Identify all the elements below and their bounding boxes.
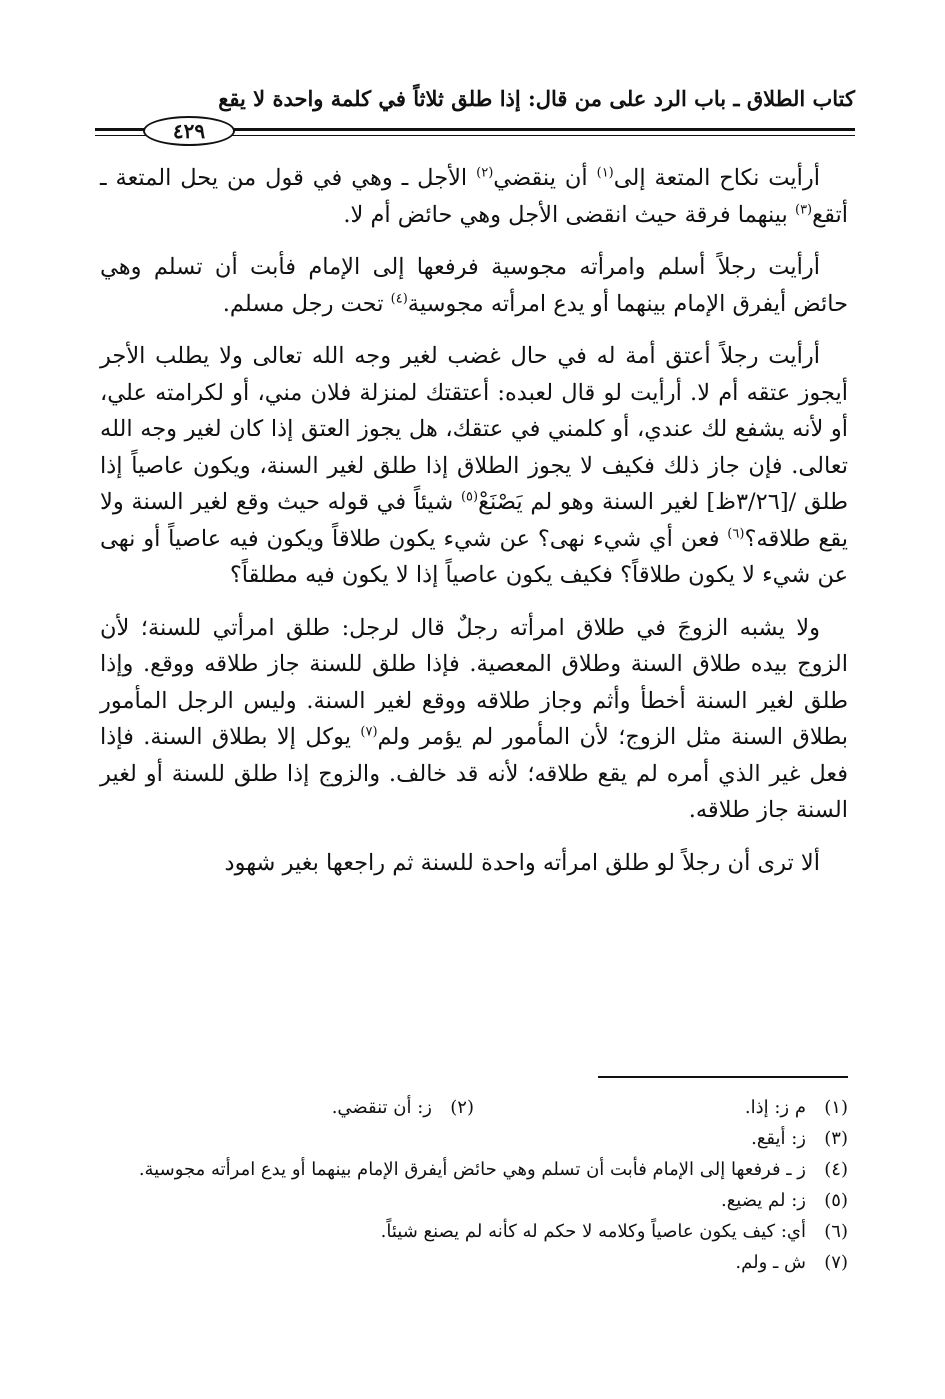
footnote-text: م ز: إذا. [744, 1097, 806, 1118]
footnote-marker: (٤) [390, 291, 408, 306]
text-run: يوكل إلا بطلاق السنة. فإذا فعل غير الذي أمره لم يقع طلاقه؛ لأنه قد خالف. والزوج إذا طلق للسنة أو لغير السنة جاز طلاقه. [100, 724, 848, 823]
footnote-number: (٧) [824, 1252, 848, 1273]
page-header [95, 80, 855, 160]
text-run: أرأيت رجلاً أعتق أمة له في حال غضب لغير وجه الله تعالى ولا يطلب الأجر أيجوز عتقه أم لا. أرأيت لو قال لعبده: أعتقتك لمنزلة فلان مني، أو لكرامته علي، أو لأنه يشفع لك عندي، أو كلمني في عتقك، هل يجوز العتق إذا كان لغير وجه الله تعالى. فإن جاز ذلك فكيف لا يجوز الطلاق إذا طلق لغير السنة، ويكون عاصياً إذا طلق /[٣/٢٦ظ] لغير السنة وهو لم يَصْنَعْ [100, 343, 849, 515]
main-text [100, 160, 848, 897]
footnote-text: أي: كيف يكون عاصياً وكلامه لا حكم له كأنه لم يصنع شيئاً. [380, 1221, 806, 1242]
text-run: الأجل ـ وهي في قول من يحل المتعة ـ أتقع [100, 165, 848, 228]
footnote-5 [100, 1185, 848, 1216]
paragraph [100, 249, 848, 322]
footnote-3 [100, 1123, 848, 1154]
footnote-4 [100, 1154, 848, 1185]
footnote-6 [100, 1216, 848, 1247]
text-run: أرأيت نكاح المتعة إلى [613, 165, 821, 191]
footnote-marker: (٧) [360, 724, 378, 740]
footnote-marker: (٢) [476, 165, 494, 181]
footnote-text: ز: أيقع. [751, 1128, 806, 1149]
text-run: تحت رجل مسلم. [222, 290, 391, 317]
text-run: ألا ترى أن رجلاً لو طلق امرأته واحدة للسنة ثم راجعها بغير شهود [224, 849, 820, 876]
text-run: ولا يشبه الزوجَ في طلاق امرأته رجلٌ قال لرجل: طلق امرأتي للسنة؛ لأن الزوج بيده طلاق السنة وطلاق المعصية. فإذا طلق للسنة جاز طلاقه ووقع. وإذا طلق لغير السنة أخطأ وأثم وجاز طلاقه ووقع لغير السنة. وليس الرجل المأمور بطلاق السنة مثل الزوج؛ لأن المأمور لم يؤمر ولم [100, 614, 848, 750]
running-title: كتاب الطلاق ـ باب الرد على من قال: إذا طلق ثلاثاً في كلمة واحدة لا يقع [218, 86, 855, 111]
footnote-row [100, 1092, 848, 1123]
footnote-number: (٦) [824, 1221, 848, 1242]
footnotes [100, 1092, 848, 1278]
text-run: أرأيت رجلاً أسلم وامرأته مجوسية فرفعها إلى الإمام فأبت أن تسلم وهي حائض أيفرق الإمام بينهما أو يدع امرأته مجوسية [100, 254, 848, 317]
text-run: بينهما فرقة حيث انقضى الأجل وهي حائض أم لا. [343, 201, 795, 228]
paragraph [100, 160, 848, 233]
footnote-2 [100, 1092, 474, 1123]
text-run: شيئاً في قوله حيث وقع لغير السنة ولا يقع طلاقه؟ [100, 489, 848, 552]
footnote-marker: (٥) [460, 489, 479, 505]
footnote-1 [474, 1092, 848, 1123]
footnote-text: ز: أن تنقضي. [331, 1097, 432, 1118]
footnote-7 [100, 1247, 848, 1278]
paragraph [100, 338, 848, 594]
footnote-number: (٣) [824, 1128, 848, 1149]
text-run: أن ينقضي [493, 165, 597, 191]
footnote-number: (١) [824, 1097, 848, 1118]
footnote-number: (٢) [450, 1097, 474, 1118]
footnote-text: ز ـ فرفعها إلى الإمام فأبت أن تسلم وهي حائض أيفرق الإمام بينهما أو يدع امرأته مجوسية. [138, 1159, 806, 1180]
footnote-marker: (٦) [727, 526, 745, 541]
footnote-text: ش ـ ولم. [735, 1252, 806, 1273]
paragraph [100, 845, 848, 882]
footnote-number: (٥) [824, 1190, 848, 1211]
text-run: فعن أي شيء نهى؟ عن شيء يكون طلاقاً ويكون فيه عاصياً أو نهى عن شيء لا يكون طلاقاً؟ فكيف يكون عاصياً إذا لا يكون فيه مطلقاً؟ [100, 525, 848, 588]
footnote-marker: (١) [596, 165, 614, 181]
footnote-number: (٤) [824, 1159, 848, 1180]
page-number-badge: ٤٢٩ [143, 116, 235, 146]
paragraph [100, 610, 848, 829]
footnote-separator [598, 1076, 848, 1078]
footnote-marker: (٣) [794, 202, 813, 217]
footnote-text: ز: لم يضيع. [720, 1190, 806, 1211]
